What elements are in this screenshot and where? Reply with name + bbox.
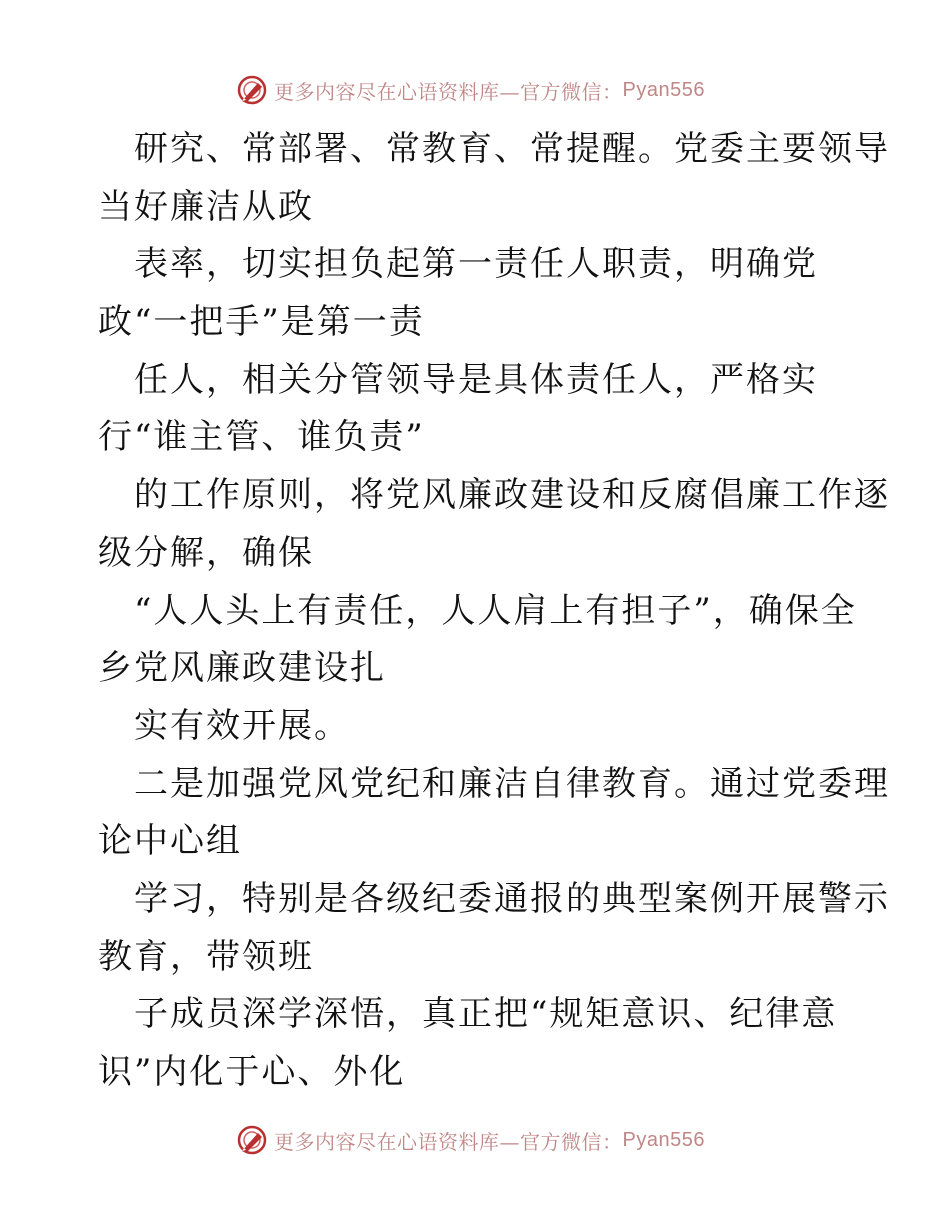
- body-line: 论中心组: [98, 821, 242, 862]
- pen-circle-logo-icon: [236, 1124, 268, 1156]
- body-line: 乡党风廉政建设扎: [98, 648, 386, 689]
- body-line: 教育，带领班: [98, 936, 314, 977]
- body-line: 当好廉洁从政: [98, 186, 314, 227]
- body-line: 政“一把手”是第一责: [98, 302, 425, 343]
- watermark-text: 更多内容尽在心语资料库: [274, 1129, 500, 1154]
- body-line: 研究、常部署、常教育、常提醒。党委主要领导: [98, 129, 890, 169]
- body-line: 任人，相关分管领导是具体责任人，严格实: [98, 359, 818, 400]
- body-line: “人人头上有责任，人人肩上有担子”，确保全: [98, 590, 857, 631]
- watermark-separator: —官方微信：: [499, 79, 623, 104]
- body-line: 表率，切实担负起第一责任人职责，明确党: [98, 244, 818, 285]
- watermark-text: 更多内容尽在心语资料库: [274, 79, 500, 104]
- body-line: 的工作原则，将党风廉政建设和反腐倡廉工作逐: [98, 475, 890, 516]
- body-line: 级分解，确保: [98, 532, 314, 573]
- pen-circle-logo-icon: [236, 74, 268, 106]
- watermark-wechat-id: Pyan556: [622, 78, 705, 101]
- document-body: [98, 121, 890, 1102]
- watermark-separator: —官方微信：: [499, 1129, 623, 1154]
- body-line: 行“谁主管、谁负责”: [98, 417, 425, 458]
- body-line: 识”内化于心、外化: [98, 1052, 406, 1092]
- watermark-wechat-id: Pyan556: [622, 1128, 705, 1151]
- body-line: 子成员深学深悟，真正把“规矩意识、纪律意: [98, 994, 838, 1035]
- body-line: 二是加强党风党纪和廉洁自律教育。通过党委理: [98, 763, 890, 804]
- body-line: 实有效开展。: [98, 705, 350, 746]
- body-line: 学习，特别是各级纪委通报的典型案例开展警示: [98, 878, 890, 919]
- header-watermark: [236, 72, 705, 108]
- footer-watermark: [236, 1122, 705, 1158]
